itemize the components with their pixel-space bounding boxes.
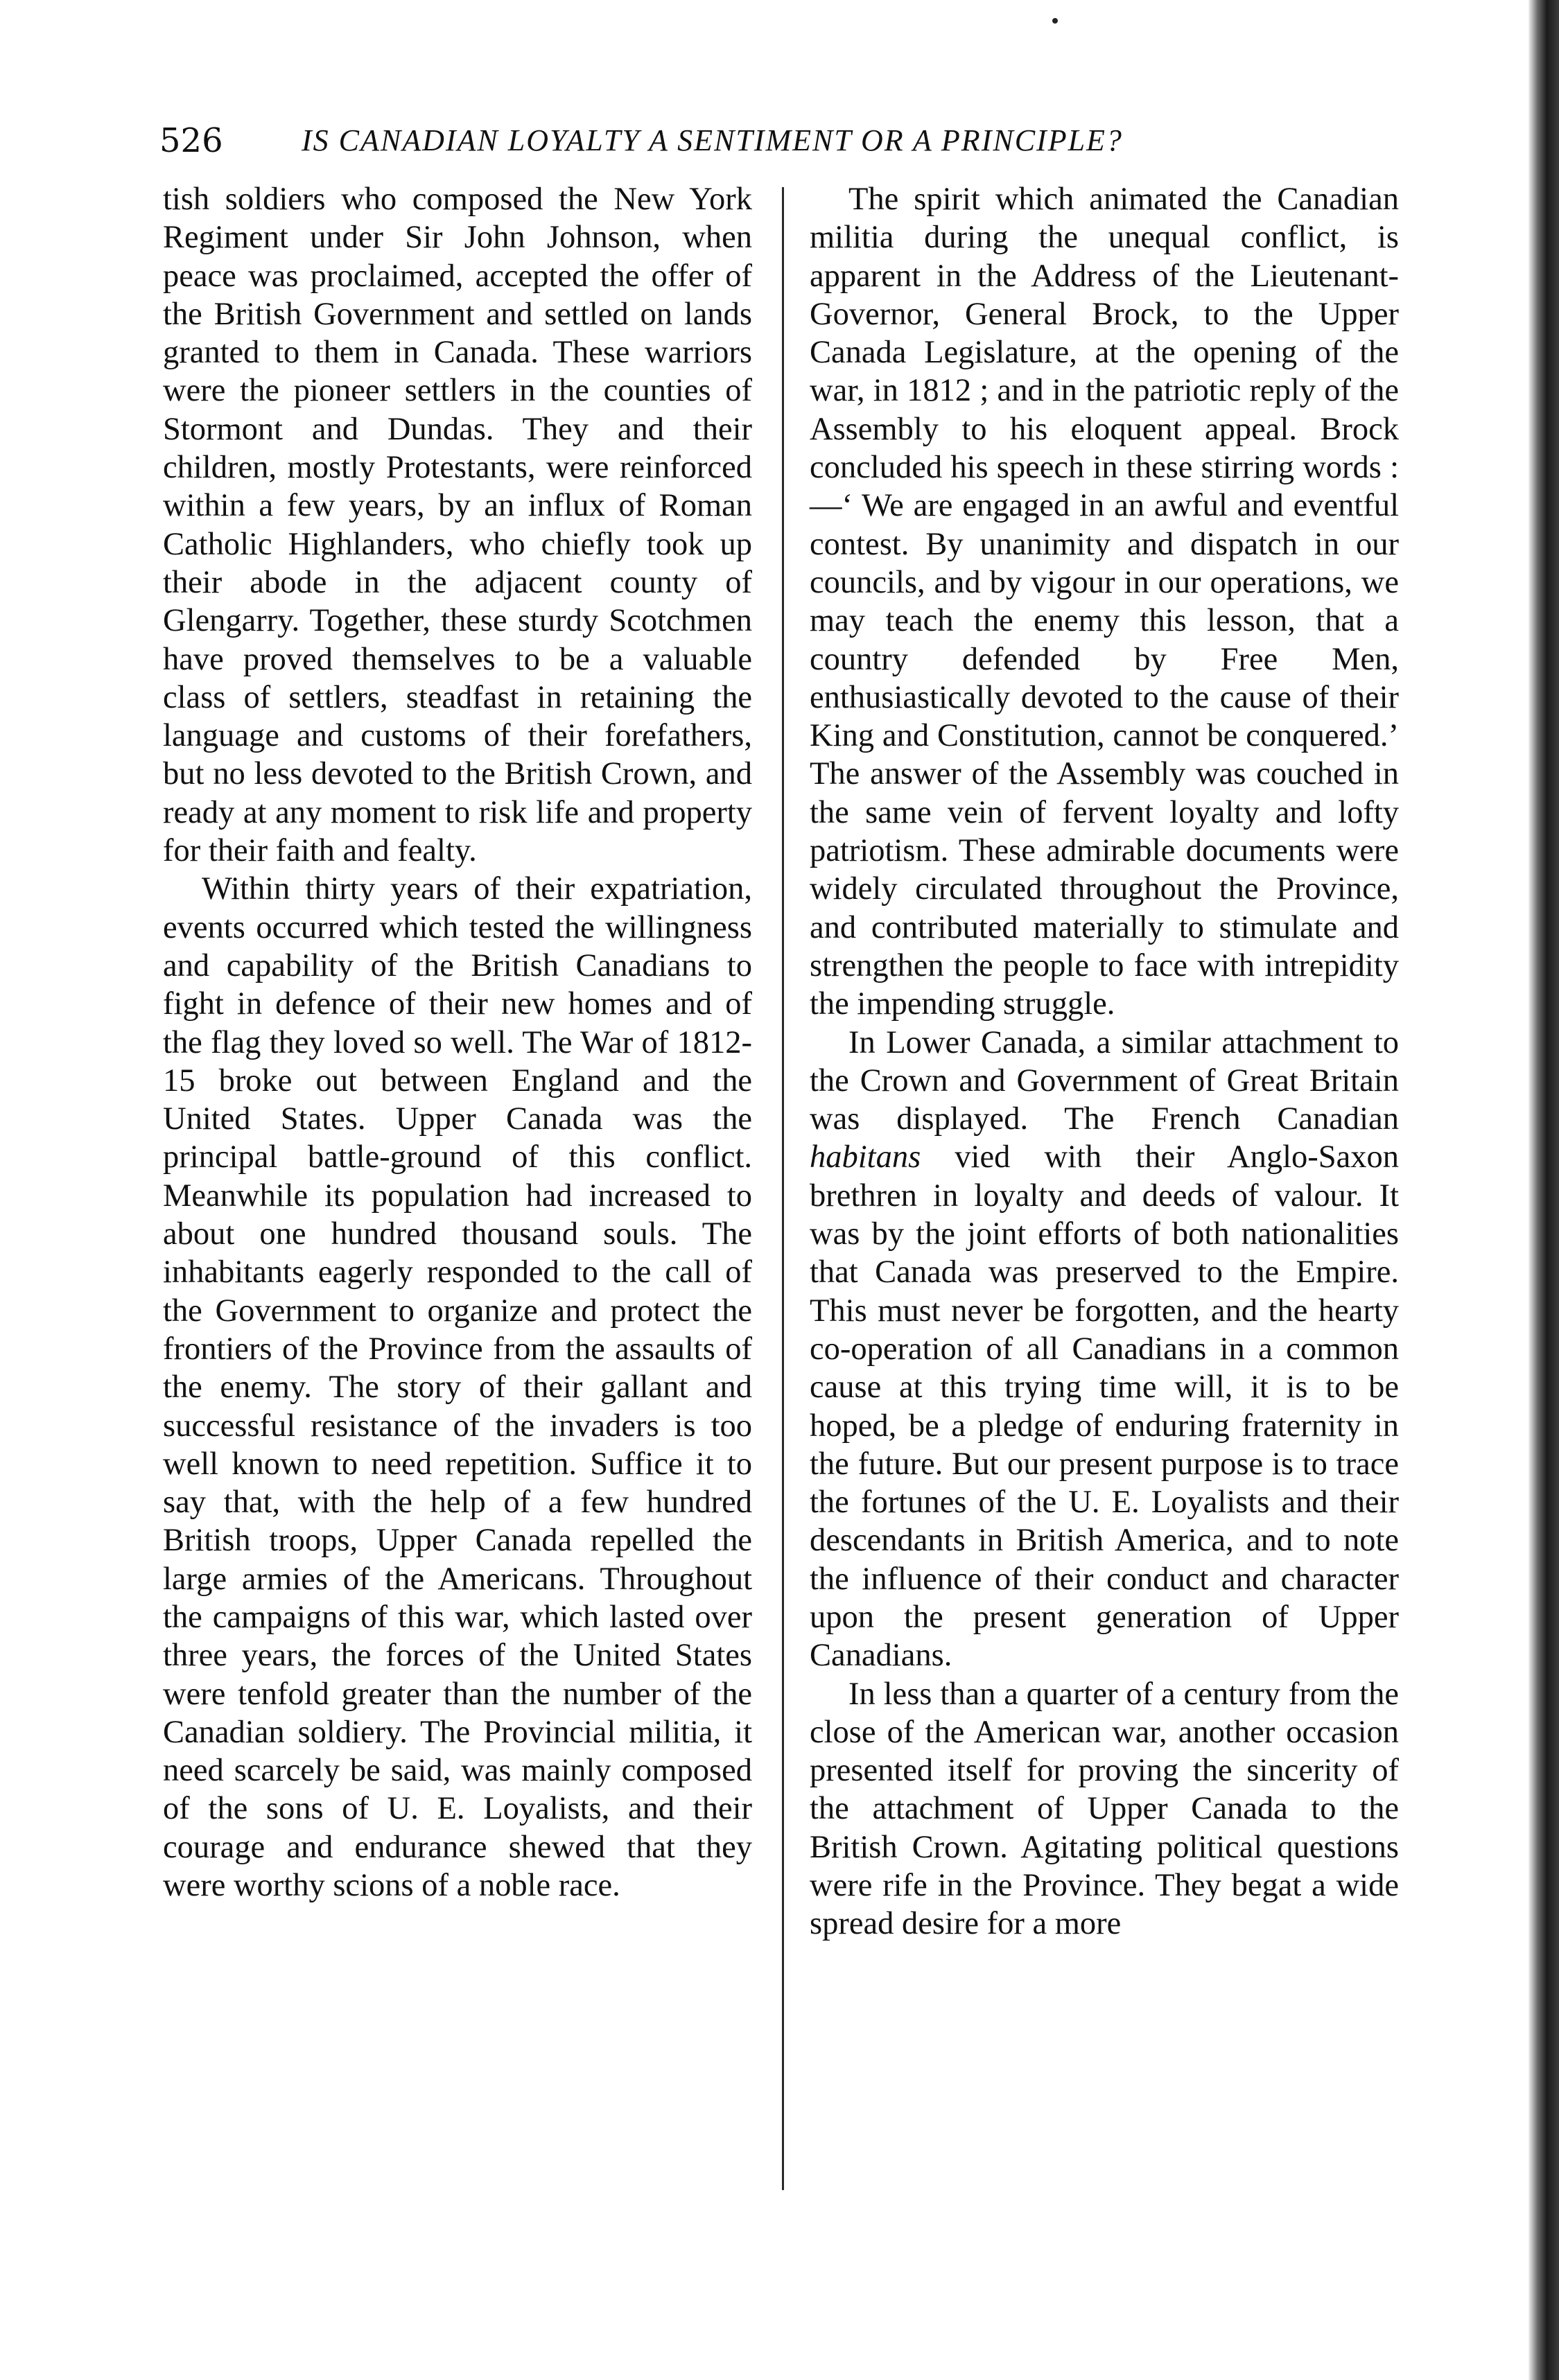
paragraph-political-questions: In less than a quarter of a century from the close of the American war, another occasion presented itself for proving the sincerity of the attachment of Upper Canada to the British Crown. Agitating political questions were rife in the Province. They begat a wide spread desire for a more <box>810 1676 1399 1942</box>
paragraph-war-of-1812: Within thirty years of their expatriation, events occurred which tested the willingness and capability of the British Canadians to fight in defence of their new homes and of the flag they loved so well. The War of 1812-15 broke out between England and the United States. Upper Canada was the principal battle-ground of this conflict. Meanwhile its population had increased to about one hundred thousand souls. The inhabitants eagerly responded to the call of the Government to organize and protect the frontiers of the Province from the assaults of the enemy. The story of their gallant and successful resistance of the invaders is too well known to need repetition. Suffice it to say that, with the help of a few hundred British troops, Upper Canada repelled the large armies of the Americans. Throughout the campaigns of this war, which lasted over three years, the forces of the United States were tenfold greater than the number of the Canadian soldiery. The Provincial militia, it need scarcely be said, was mainly composed of the sons of U. E. Loyalists, and their courage and endurance shewed that they were worthy scions of a noble race. <box>163 871 752 1904</box>
page-number: 526 <box>159 121 223 160</box>
emphasis-habitans: habitans <box>810 1139 921 1175</box>
paragraph-lower-canada-text-before: In Lower Canada, a similar attachment to the Crown and Government of Great Britain was displayed. The French Canadian <box>810 1024 1399 1137</box>
page-header <box>159 116 1241 165</box>
scanned-page-edge <box>1528 0 1559 2380</box>
print-speck <box>1052 18 1058 24</box>
paragraph-lower-canada-text-after: vied with their Anglo-Saxon brethren in loyalty and deeds of valour. It was by the joint efforts of both nationalities that Canada was preserved to the Empire. This must never be forgotten, and the hearty co-operation of all Canadians in a common cause at this trying time will, it is to be hoped, be a pledge of enduring fraternity in the future. But our present purpose is to trace the fortunes of the U. E. Loyalists and their descendants in British America, and to note the influence of their conduct and character upon the present generation of Upper Canadians. <box>810 1139 1399 1674</box>
paragraph-lower-canada <box>810 1024 1399 1675</box>
paragraph-brock-address: The spirit which animated the Canadian militia during the unequal conflict, is apparent in the Address of the Lieutenant-Governor, General Brock, to the Upper Canada Legislature, at the opening of the war, in 1812 ; and in the patriotic reply of the Assembly to his eloquent appeal. Brock concluded his speech in these stirring words :—‘ We are engaged in an awful and eventful contest. By unanimity and dispatch in our councils, and by vigour in our operations, we may teach the enemy this lesson, that a country defended by Free Men, enthusiastically devoted to the cause of their King and Constitution, cannot be conquered.’ The answer of the Assembly was couched in the same vein of fervent loyalty and lofty patriotism. These admirable documents were widely circulated throughout the Province, and contributed materially to stimulate and strengthen the people to face with intrepidity the impending struggle. <box>810 182 1399 1022</box>
running-title: IS CANADIAN LOYALTY A SENTIMENT OR A PRINCIPLE? <box>302 123 1123 157</box>
right-column <box>810 180 1399 1943</box>
paragraph-continued: tish soldiers who composed the New York Regiment under Sir John Johnson, when peace was proclaimed, accepted the offer of the British Government and settled on lands granted to them in Canada. These warriors were the pioneer settlers in the counties of Stormont and Dundas. They and their children, mostly Protestants, were reinforced within a few years, by an influx of Roman Catholic Highlanders, who chiefly took up their abode in the adjacent county of Glengarry. Together, these sturdy Scotchmen have proved themselves to be a valuable class of settlers, steadfast in retaining the language and customs of their forefathers, but no less devoted to the British Crown, and ready at any moment to risk life and property for their faith and fealty. <box>163 182 752 869</box>
left-column <box>163 180 752 1905</box>
column-divider-rule <box>782 187 784 2190</box>
